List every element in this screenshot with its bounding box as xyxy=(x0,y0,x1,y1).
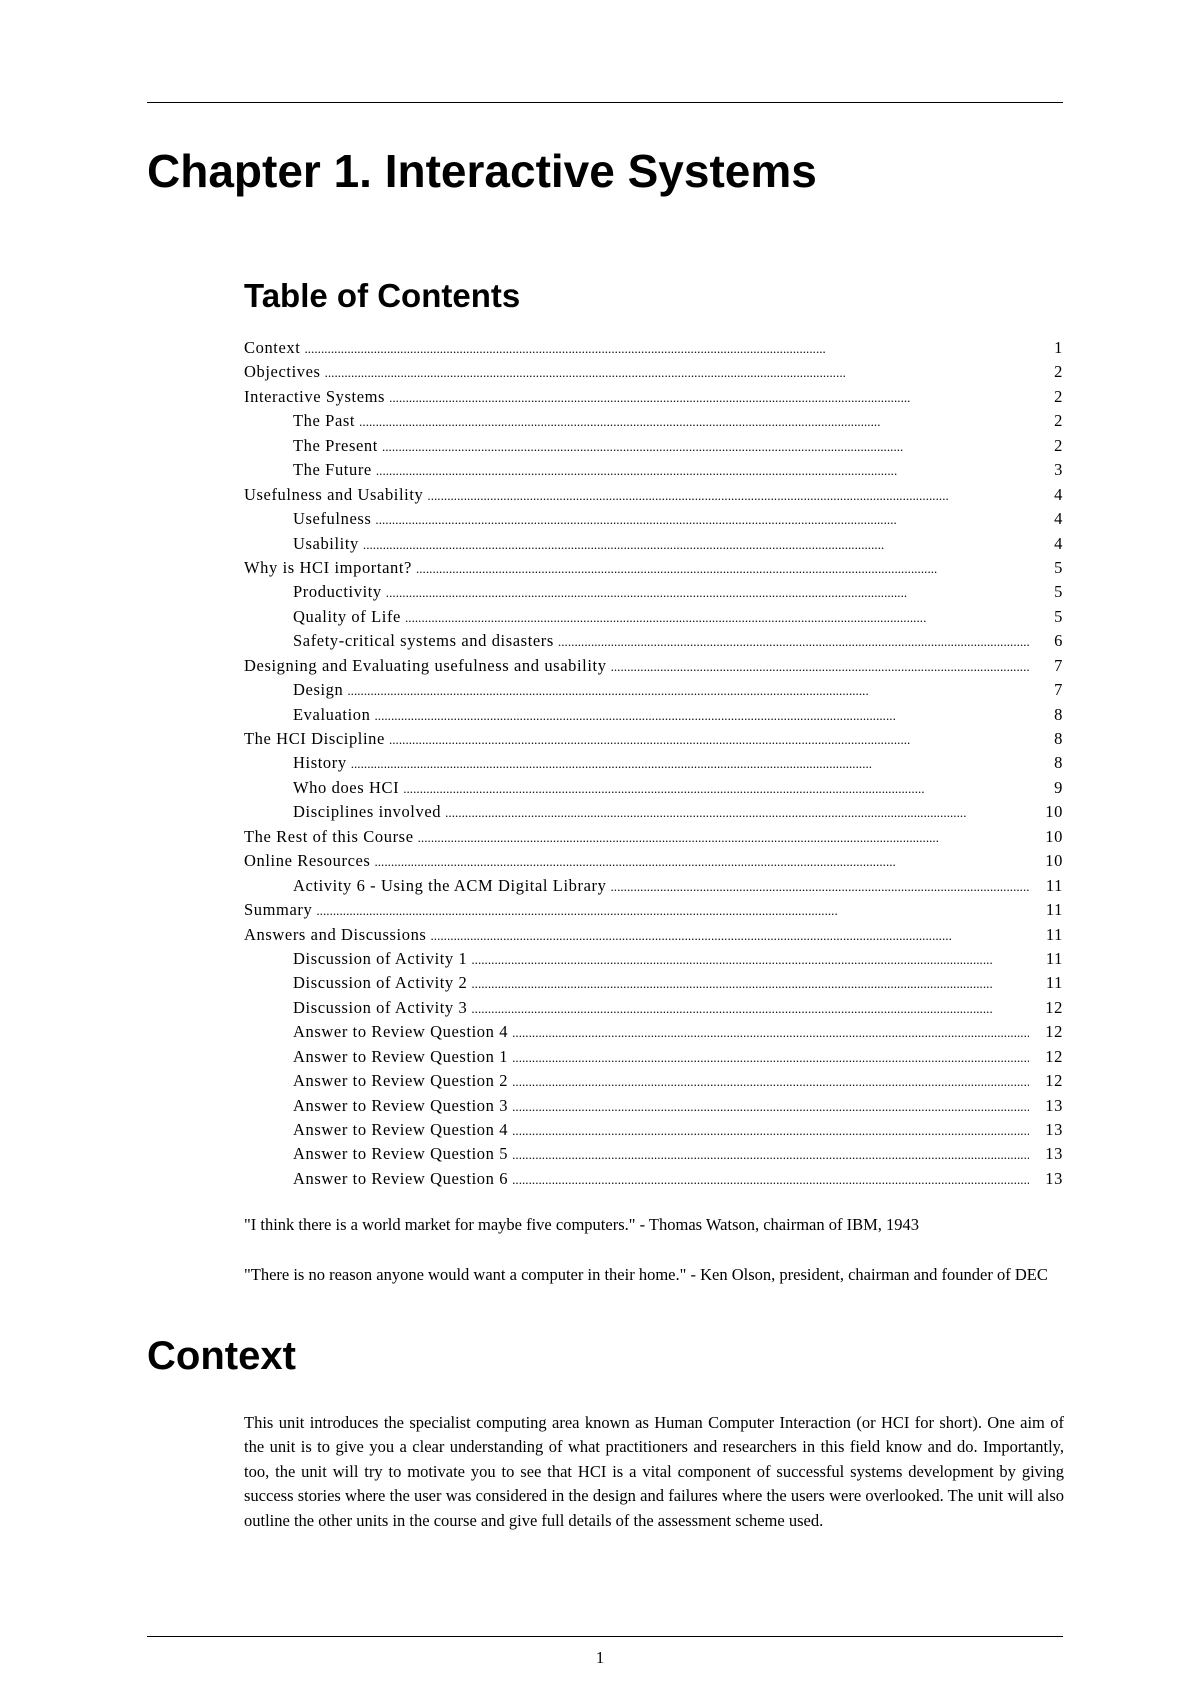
toc-entry-page[interactable]: 3 xyxy=(1054,460,1063,480)
toc-dot-leader xyxy=(416,557,1029,581)
toc-dot-leader xyxy=(359,410,1029,434)
toc-entry[interactable] xyxy=(244,996,1063,1020)
toc-entry-page[interactable]: 2 xyxy=(1054,435,1063,455)
toc-entry-page[interactable]: 2 xyxy=(1054,411,1063,431)
toc-entry[interactable] xyxy=(244,507,1063,531)
toc-dot-leader xyxy=(375,508,1029,532)
toc-dot-leader xyxy=(389,386,1029,410)
toc-entry[interactable] xyxy=(244,605,1063,629)
toc-dot-leader xyxy=(351,752,1029,776)
toc-dot-leader xyxy=(558,630,1029,654)
toc-entry-page[interactable]: 7 xyxy=(1054,680,1063,700)
toc-entry-label[interactable]: The HCI Discipline xyxy=(244,729,385,748)
toc-entry-page[interactable]: 12 xyxy=(1045,1022,1063,1042)
toc-dot-leader xyxy=(512,1168,1029,1192)
toc-entry[interactable] xyxy=(244,776,1063,800)
toc-entry-page[interactable]: 13 xyxy=(1045,1168,1063,1188)
toc-entry-page[interactable]: 13 xyxy=(1045,1144,1063,1164)
toc-dot-leader xyxy=(512,1119,1029,1143)
toc-entry-page[interactable]: 5 xyxy=(1054,606,1063,626)
toc-entry[interactable] xyxy=(244,1069,1063,1093)
toc-entry[interactable] xyxy=(244,1118,1063,1142)
toc-entry-label[interactable]: Answer to Review Question 4 xyxy=(293,1120,509,1139)
toc-dot-leader xyxy=(386,581,1029,605)
toc-entry[interactable] xyxy=(244,825,1063,849)
toc-entry-page[interactable]: 13 xyxy=(1045,1120,1063,1139)
toc-entry[interactable] xyxy=(244,1094,1063,1118)
toc-entry[interactable] xyxy=(244,800,1063,824)
toc-entry-label[interactable]: Usefulness and Usability xyxy=(244,484,424,504)
toc-dot-leader xyxy=(405,606,1029,630)
toc-entry-page[interactable]: 12 xyxy=(1045,997,1063,1017)
toc-entry[interactable] xyxy=(244,556,1063,580)
toc-entry-label[interactable]: Discussion of Activity 3 xyxy=(293,997,468,1017)
toc-entry-page[interactable]: 10 xyxy=(1045,851,1063,871)
toc-entry-label[interactable]: Disciplines involved xyxy=(293,802,442,822)
toc-entry-label[interactable]: Answer to Review Question 1 xyxy=(293,1046,509,1066)
toc-entry-page[interactable]: 10 xyxy=(1045,802,1063,822)
toc-entry[interactable] xyxy=(244,947,1063,971)
toc-entry[interactable] xyxy=(244,751,1063,775)
toc-entry-label[interactable]: The Past xyxy=(293,411,356,431)
page-number: 1 xyxy=(595,1648,605,1667)
toc-entry[interactable] xyxy=(244,727,1063,751)
toc-dot-leader xyxy=(471,948,1029,972)
toc-dot-leader xyxy=(363,533,1029,557)
toc-dot-leader xyxy=(611,655,1029,679)
toc-dot-leader xyxy=(445,801,1029,825)
toc-dot-leader xyxy=(316,899,1029,923)
context-paragraph: This unit introduces the specialist computing area known as Human Computer Interaction (or HCI for short). One aim of the unit is to give you a clear understanding of what practitioners and researchers in this field know and do. Importantly, too, the unit will try to motivate you to see that HCI is a vital component of successful systems development by giving success stories where the user was considered in the design and failures where the users were overlooked. The unit will also outline the other units in the course and give full details of the assessment scheme used. xyxy=(244,1413,1064,1530)
toc-entry[interactable] xyxy=(244,483,1063,507)
toc-entry-page[interactable]: 6 xyxy=(1054,631,1063,651)
toc-entry-page[interactable]: 5 xyxy=(1054,582,1063,602)
toc-heading: Table of Contents xyxy=(244,277,521,314)
toc-entry-page[interactable]: 10 xyxy=(1045,826,1063,846)
toc-entry[interactable] xyxy=(244,385,1063,409)
toc-entry[interactable] xyxy=(244,1020,1063,1044)
toc-entry-label[interactable]: Productivity xyxy=(293,582,382,602)
toc-entry-label[interactable]: Answer to Review Question 5 xyxy=(293,1144,509,1164)
toc-dot-leader xyxy=(403,777,1029,801)
toc-entry-page[interactable]: 11 xyxy=(1045,924,1063,944)
toc-entry-label[interactable]: Activity 6 - Using the ACM Digital Library xyxy=(293,875,607,895)
table-of-contents xyxy=(244,336,1063,1191)
toc-entry[interactable] xyxy=(244,1167,1063,1191)
toc-entry-label[interactable]: Who does HCI xyxy=(293,777,400,797)
toc-entry-label[interactable]: Safety-critical systems and disasters xyxy=(293,631,554,651)
toc-entry[interactable] xyxy=(244,849,1063,873)
toc-entry-label[interactable]: Interactive Systems xyxy=(244,386,386,406)
toc-entry-page[interactable]: 4 xyxy=(1054,509,1063,529)
toc-entry-label[interactable]: Usefulness xyxy=(293,509,372,529)
toc-entry-page[interactable]: 7 xyxy=(1054,655,1063,675)
toc-entry-page[interactable]: 1 xyxy=(1054,338,1063,357)
toc-entry-label[interactable]: Quality of Life xyxy=(293,606,401,626)
toc-entry-label[interactable]: Objectives xyxy=(244,362,321,382)
toc-dot-leader xyxy=(376,459,1029,483)
toc-entry[interactable] xyxy=(244,1045,1063,1069)
toc-entry-label[interactable]: Online Resources xyxy=(244,851,371,871)
toc-entry-page[interactable]: 13 xyxy=(1045,1095,1063,1115)
toc-entry[interactable] xyxy=(244,629,1063,653)
toc-dot-leader xyxy=(389,728,1029,752)
toc-entry-label[interactable]: The Present xyxy=(293,435,378,455)
toc-entry-label[interactable]: Design xyxy=(293,680,344,700)
toc-entry-label[interactable]: Context xyxy=(244,338,301,357)
toc-entry-page[interactable]: 5 xyxy=(1054,557,1063,577)
header-rule xyxy=(147,102,1063,103)
toc-dot-leader xyxy=(512,1021,1029,1045)
toc-entry[interactable] xyxy=(244,898,1063,922)
toc-entry-label[interactable]: Answer to Review Question 2 xyxy=(293,1071,509,1091)
toc-entry-label[interactable]: Summary xyxy=(244,900,313,920)
toc-entry-page[interactable]: 9 xyxy=(1054,777,1063,797)
toc-entry-page[interactable]: 2 xyxy=(1054,386,1063,406)
toc-entry[interactable] xyxy=(244,409,1063,433)
toc-dot-leader xyxy=(512,1046,1029,1070)
toc-entry[interactable] xyxy=(244,434,1063,458)
toc-entry-label[interactable]: Discussion of Activity 2 xyxy=(293,973,468,993)
toc-entry-label[interactable]: Answer to Review Question 6 xyxy=(293,1168,509,1188)
toc-entry[interactable] xyxy=(244,874,1063,898)
toc-entry-page[interactable]: 2 xyxy=(1054,362,1063,382)
toc-dot-leader xyxy=(374,704,1029,728)
toc-entry[interactable] xyxy=(244,971,1063,995)
toc-entry-page[interactable]: 12 xyxy=(1045,1046,1063,1066)
toc-entry-label[interactable]: Evaluation xyxy=(293,704,371,724)
section-title-context: Context xyxy=(147,1334,296,1378)
toc-entry-page[interactable]: 11 xyxy=(1045,900,1063,920)
toc-entry-page[interactable]: 4 xyxy=(1054,533,1063,553)
toc-entry-page[interactable]: 8 xyxy=(1054,753,1063,773)
toc-entry-page[interactable]: 11 xyxy=(1045,875,1063,895)
toc-entry-page[interactable]: 11 xyxy=(1045,948,1063,968)
quote-olson: "There is no reason anyone would want a computer in their home." - Ken Olson, president, chairman and founder of DEC xyxy=(244,1265,1048,1284)
toc-dot-leader xyxy=(471,972,1029,996)
toc-entry[interactable] xyxy=(244,580,1063,604)
toc-entry-label[interactable]: Discussion of Activity 1 xyxy=(293,948,468,968)
toc-dot-leader xyxy=(512,1095,1029,1119)
toc-dot-leader xyxy=(374,850,1029,874)
toc-entry[interactable] xyxy=(244,654,1063,678)
toc-dot-leader xyxy=(325,361,1029,385)
toc-entry[interactable] xyxy=(244,336,1063,360)
toc-entry-label[interactable]: Answer to Review Question 4 xyxy=(293,1022,509,1042)
toc-entry-page[interactable]: 8 xyxy=(1054,729,1063,748)
quote-watson: "I think there is a world market for maybe five computers." - Thomas Watson, chairman of IBM, 1943 xyxy=(244,1215,920,1234)
toc-dot-leader xyxy=(418,826,1029,850)
toc-entry-page[interactable]: 8 xyxy=(1054,704,1063,724)
toc-entry[interactable] xyxy=(244,360,1063,384)
toc-dot-leader xyxy=(512,1070,1029,1094)
toc-entry-page[interactable]: 12 xyxy=(1045,1071,1063,1091)
toc-entry-page[interactable]: 4 xyxy=(1054,484,1063,504)
toc-entry-label[interactable]: The Future xyxy=(293,460,372,480)
toc-dot-leader xyxy=(427,484,1029,508)
toc-entry-label[interactable]: Why is HCI important? xyxy=(244,557,412,577)
footer-rule xyxy=(147,1636,1063,1637)
toc-dot-leader xyxy=(304,337,1029,361)
toc-entry-label[interactable]: Designing and Evaluating usefulness and usability xyxy=(244,655,607,675)
toc-entry[interactable] xyxy=(244,458,1063,482)
toc-entry-label[interactable]: Usability xyxy=(293,533,359,553)
toc-entry[interactable] xyxy=(244,1142,1063,1166)
chapter-title: Chapter 1. Interactive Systems xyxy=(147,145,817,197)
toc-entry[interactable] xyxy=(244,678,1063,702)
toc-entry-label[interactable]: Answer to Review Question 3 xyxy=(293,1095,509,1115)
toc-entry[interactable] xyxy=(244,703,1063,727)
toc-dot-leader xyxy=(347,679,1029,703)
toc-entry-label[interactable]: History xyxy=(293,753,347,773)
toc-entry-page[interactable]: 11 xyxy=(1045,973,1063,993)
toc-dot-leader xyxy=(471,997,1029,1021)
toc-entry[interactable] xyxy=(244,532,1063,556)
toc-dot-leader xyxy=(382,435,1029,459)
toc-entry-label[interactable]: The Rest of this Course xyxy=(244,826,414,846)
toc-dot-leader xyxy=(512,1143,1029,1167)
toc-entry-label[interactable]: Answers and Discussions xyxy=(244,924,427,944)
toc-dot-leader xyxy=(430,924,1029,948)
toc-entry[interactable] xyxy=(244,923,1063,947)
toc-dot-leader xyxy=(610,875,1029,899)
